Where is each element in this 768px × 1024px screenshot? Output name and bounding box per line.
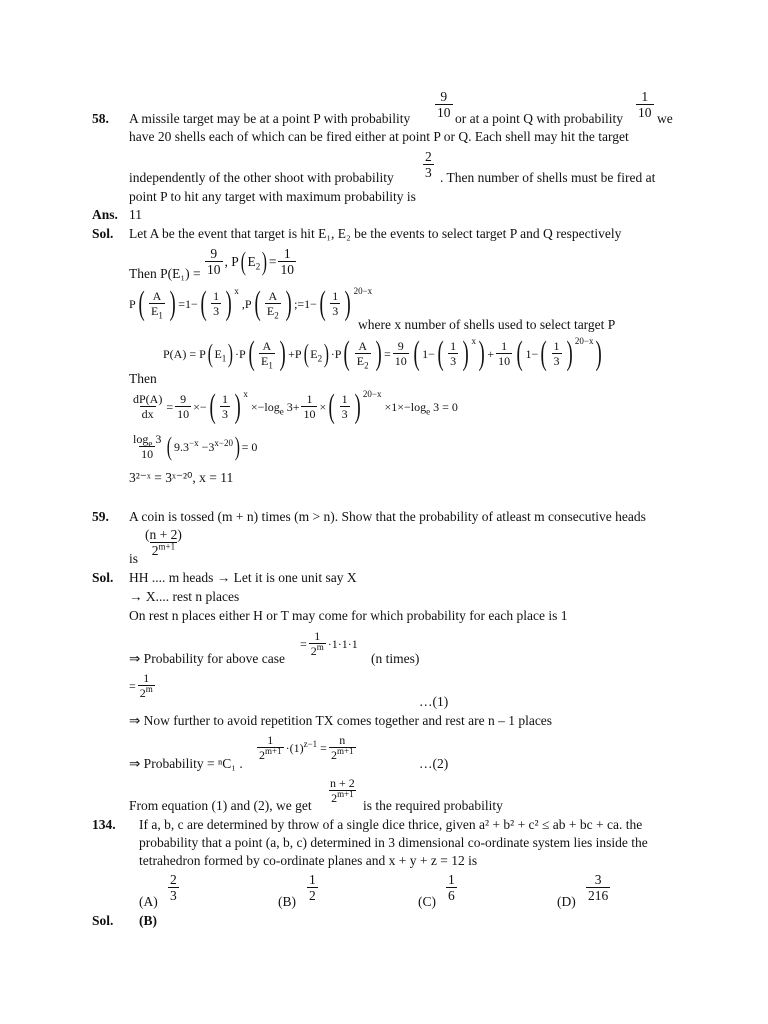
q59-frac: $\frac{(n + 2)}{2^{m+1}}$ xyxy=(145,527,182,559)
q134-option-b-frac: $\frac{1}{2}$ xyxy=(309,872,316,904)
q134-option-b-label: (B) xyxy=(278,894,296,909)
q58-line3a: independently of the other shoot with probability xyxy=(129,170,394,185)
q134-line2: probability that a point (a, b, c) determined in 3 dimensional co-ordinate system lies inside the xyxy=(139,835,648,850)
sol59-line7b: is the required probability xyxy=(363,798,503,813)
sol58-line2-label: Then P(E₁) = xyxy=(129,266,201,281)
sol58-label: Sol. xyxy=(92,226,114,241)
sol58-final: 3²⁻ˣ = 3ˣ⁻²⁰, x = 11 xyxy=(129,470,234,485)
q134-option-a-frac: $\frac{2}{3}$ xyxy=(170,872,177,904)
sol59-eq1-label: …(1) xyxy=(419,694,449,709)
q58-number: 58. xyxy=(92,111,109,126)
sol59-line4a: ⇒ Probability for above case xyxy=(129,651,286,666)
q58-line4: point P to hit any target with maximum probability is xyxy=(129,189,416,204)
q134-line1: If a, b, c are determined by throw of a single dice thrice, given a² + b² + c² ≤ ab + bc + ca. the xyxy=(139,817,643,832)
sol58-line1: Let A be the event that target is hit E₁, E₂ be the events to select target P and Q respectively xyxy=(129,226,622,241)
sol59-line1: HH .... m heads → Let it is one unit say X xyxy=(129,570,357,585)
sol59-eq2-label: …(2) xyxy=(419,756,449,771)
q134-option-d-frac: $\frac{3}{216}$ xyxy=(588,872,609,904)
sol58-line3-note: where x number of shells used to select target P xyxy=(358,317,616,332)
sol59-line3: On rest n places either H or T may come for which probability for each place is 1 xyxy=(129,608,568,623)
q134-line3: tetrahedron formed by co-ordinate planes and x + y + z = 12 is xyxy=(139,853,478,868)
q134-option-a-label: (A) xyxy=(139,894,158,909)
sol59-result1: = $\frac{1}{2^m}$ xyxy=(129,671,153,700)
sol134-value: (B) xyxy=(139,913,157,928)
sol134-label: Sol. xyxy=(92,913,114,928)
sol59-line5: ⇒ Now further to avoid repetition TX comes together and rest are n – 1 places xyxy=(129,713,553,728)
sol58-derivative-equation: $\frac{dP(A)}{dx}$ = $\frac{9}{10}$ ×− ( $\frac{1}{3}$ ) x $\times-\log_e$ 3+ $\frac{1}{10}$ × ( $\frac{1}{3}$ ) 20−x $\times 1\times-\log_e$ 3 = 0 xyxy=(133,388,458,425)
ans58-label: Ans. xyxy=(92,207,118,222)
sol58-line2-equation: $\frac{9}{10}$ , P ( $E_2$ ) = $\frac{1}{10}$ xyxy=(207,246,294,278)
sol59-prob-equation: = $\frac{1}{2^m}$ ·1·1·1 xyxy=(300,629,358,658)
sol59-line4b: (n times) xyxy=(371,651,420,666)
sol59-final-frac: $\frac{n + 2}{2^{m+1}}$ xyxy=(330,776,355,805)
q59-line1: A coin is tossed (m + n) times (m > n). Show that the probability of atleast m consecutive heads xyxy=(129,509,646,524)
q58-frac-9-10: $\frac{9}{10}$ xyxy=(437,89,451,121)
q134-option-d-label: (D) xyxy=(557,894,576,909)
q59-number: 59. xyxy=(92,509,109,524)
q58-line1c: we xyxy=(657,111,673,126)
q134-number: 134. xyxy=(92,817,116,832)
q58-line3b: . Then number of shells must be fired at xyxy=(440,170,656,185)
sol58-then: Then xyxy=(129,371,157,386)
sol59-prob2-equation: $\frac{1}{2^{m+1}}$ $\cdot(1)^{z-1}$ = $\frac{n}{2^{m+1}}$ xyxy=(259,733,354,762)
q58-line1a: A missile target may be at a point P with probability xyxy=(129,111,411,126)
q59-is: is xyxy=(129,551,139,566)
q134-option-c-label: (C) xyxy=(418,894,436,909)
q58-line1b: or at a point Q with probability xyxy=(455,111,623,126)
q58-frac-2-3: $\frac{2}{3}$ xyxy=(425,149,432,181)
q58-frac-1-10: $\frac{1}{10}$ xyxy=(638,89,652,121)
q134-option-c-frac: $\frac{1}{6}$ xyxy=(448,872,455,904)
sol58-pa-equation: P(A) = P ( $E_1$ ) ·P ( $\frac{A}{E_1}$ ) +P ( $E_2$ ) ·P ( $\frac{A}{E_2}$ ) = $\frac{9}{10}$ ( 1− ( $\frac{1}{3}$ ) x ) + $\frac{1}{10}$ ( 1− ( $\frac{1}{3}$ ) 20−x ) xyxy=(163,335,603,372)
sol59-line2: → X.... rest n places xyxy=(129,589,240,604)
sol59-line7a: From equation (1) and (2), we get xyxy=(129,798,312,813)
q58-line2: have 20 shells each of which can be fired either at point P or Q. Each shell may hit the target xyxy=(129,129,629,144)
ans58-value: 11 xyxy=(129,207,142,222)
sol58-line3-equation: P ( $\frac{A}{E_1}$ ) =1− ( $\frac{1}{3}$ ) x ,P ( $\frac{A}{E_2}$ ) ;=1− ( $\frac{1}{3}$ ) 20−x xyxy=(129,285,373,322)
sol58-log-equation: $\frac{\log_e 3}{10}$ ( $9.3^{-x} -3^{x-20}$ ) = 0 xyxy=(133,431,258,461)
sol59-line6a: ⇒ Probability = ⁿC₁ . xyxy=(129,756,243,771)
sol59-label: Sol. xyxy=(92,570,114,585)
